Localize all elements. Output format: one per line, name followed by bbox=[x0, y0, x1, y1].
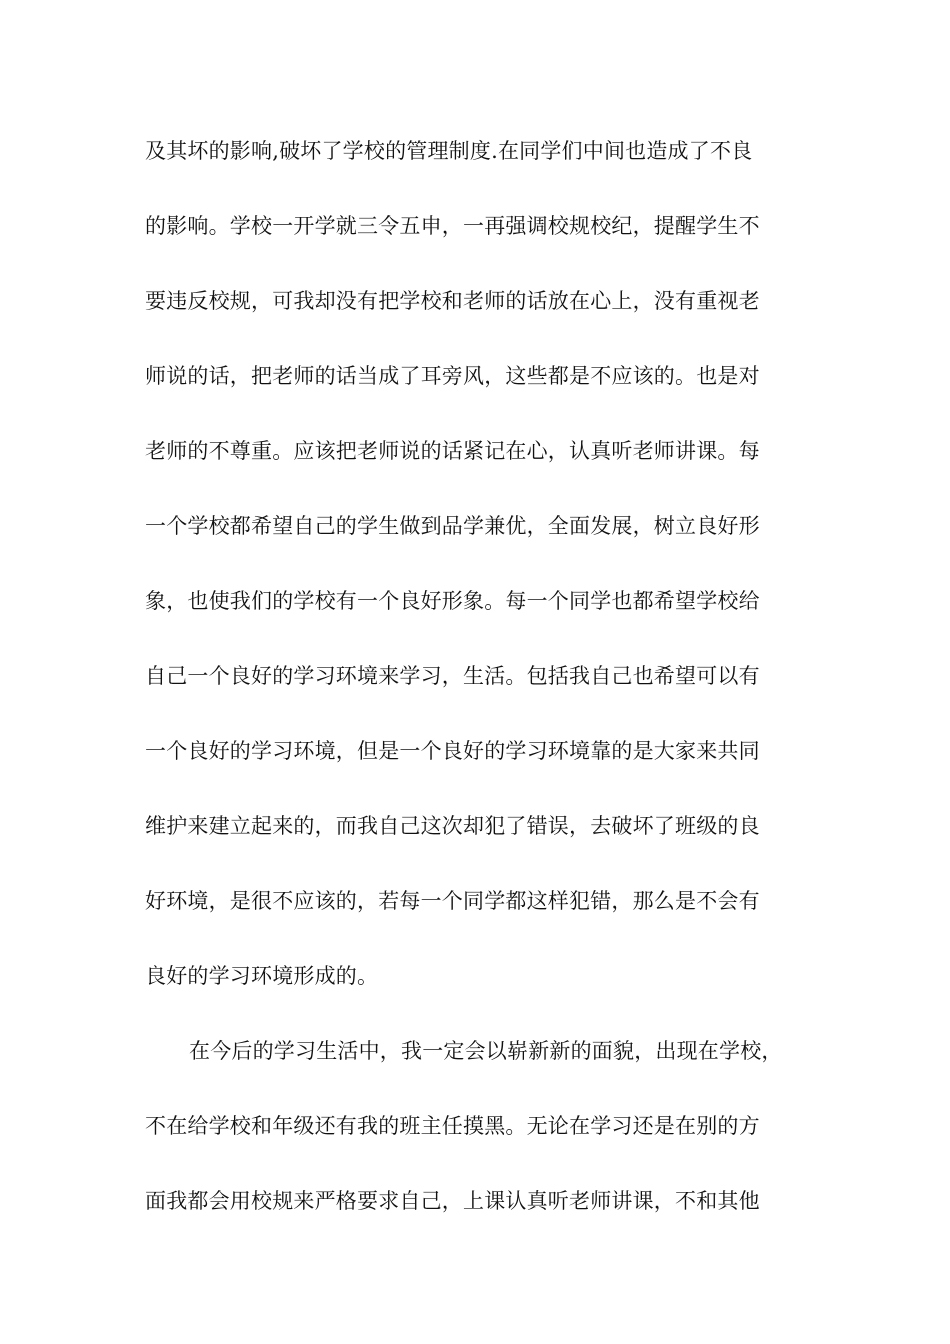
text-line: 的影响。学校一开学就三令五申，一再强调校规校纪，提醒学生不 bbox=[145, 214, 760, 238]
text-line: 好环境，是很不应该的，若每一个同学都这样犯错，那么是不会有 bbox=[145, 889, 760, 913]
text-line: 及其坏的影响,破坏了学校的管理制度.在同学们中间也造成了不良 bbox=[145, 139, 753, 163]
text-line: 象，也使我们的学校有一个良好形象。每一个同学也都希望学校给 bbox=[145, 589, 760, 613]
text-line: 自己一个良好的学习环境来学习，生活。包括我自己也希望可以有 bbox=[145, 664, 760, 688]
text-line: 师说的话，把老师的话当成了耳旁风，这些都是不应该的。也是对 bbox=[145, 364, 760, 388]
text-line: 面我都会用校规来严格要求自己，上课认真听老师讲课，不和其他 bbox=[145, 1189, 760, 1213]
text-line: 良好的学习环境形成的。 bbox=[145, 964, 379, 988]
text-line: 维护来建立起来的，而我自己这次却犯了错误，去破坏了班级的良 bbox=[145, 814, 760, 838]
text-line: 一个良好的学习环境，但是一个良好的学习环境靠的是大家来共同 bbox=[145, 739, 760, 763]
text-line: 老师的不尊重。应该把老师说的话紧记在心，认真听老师讲课。每 bbox=[145, 439, 760, 463]
text-line: 不在给学校和年级还有我的班主任摸黑。无论在学习还是在别的方 bbox=[145, 1114, 760, 1138]
text-line: 要违反校规，可我却没有把学校和老师的话放在心上，没有重视老 bbox=[145, 289, 760, 313]
paragraph-first-line: 在今后的学习生活中，我一定会以崭新新的面貌，出现在学校， bbox=[189, 1039, 783, 1063]
text-line: 一个学校都希望自己的学生做到品学兼优，全面发展，树立良好形 bbox=[145, 514, 760, 538]
